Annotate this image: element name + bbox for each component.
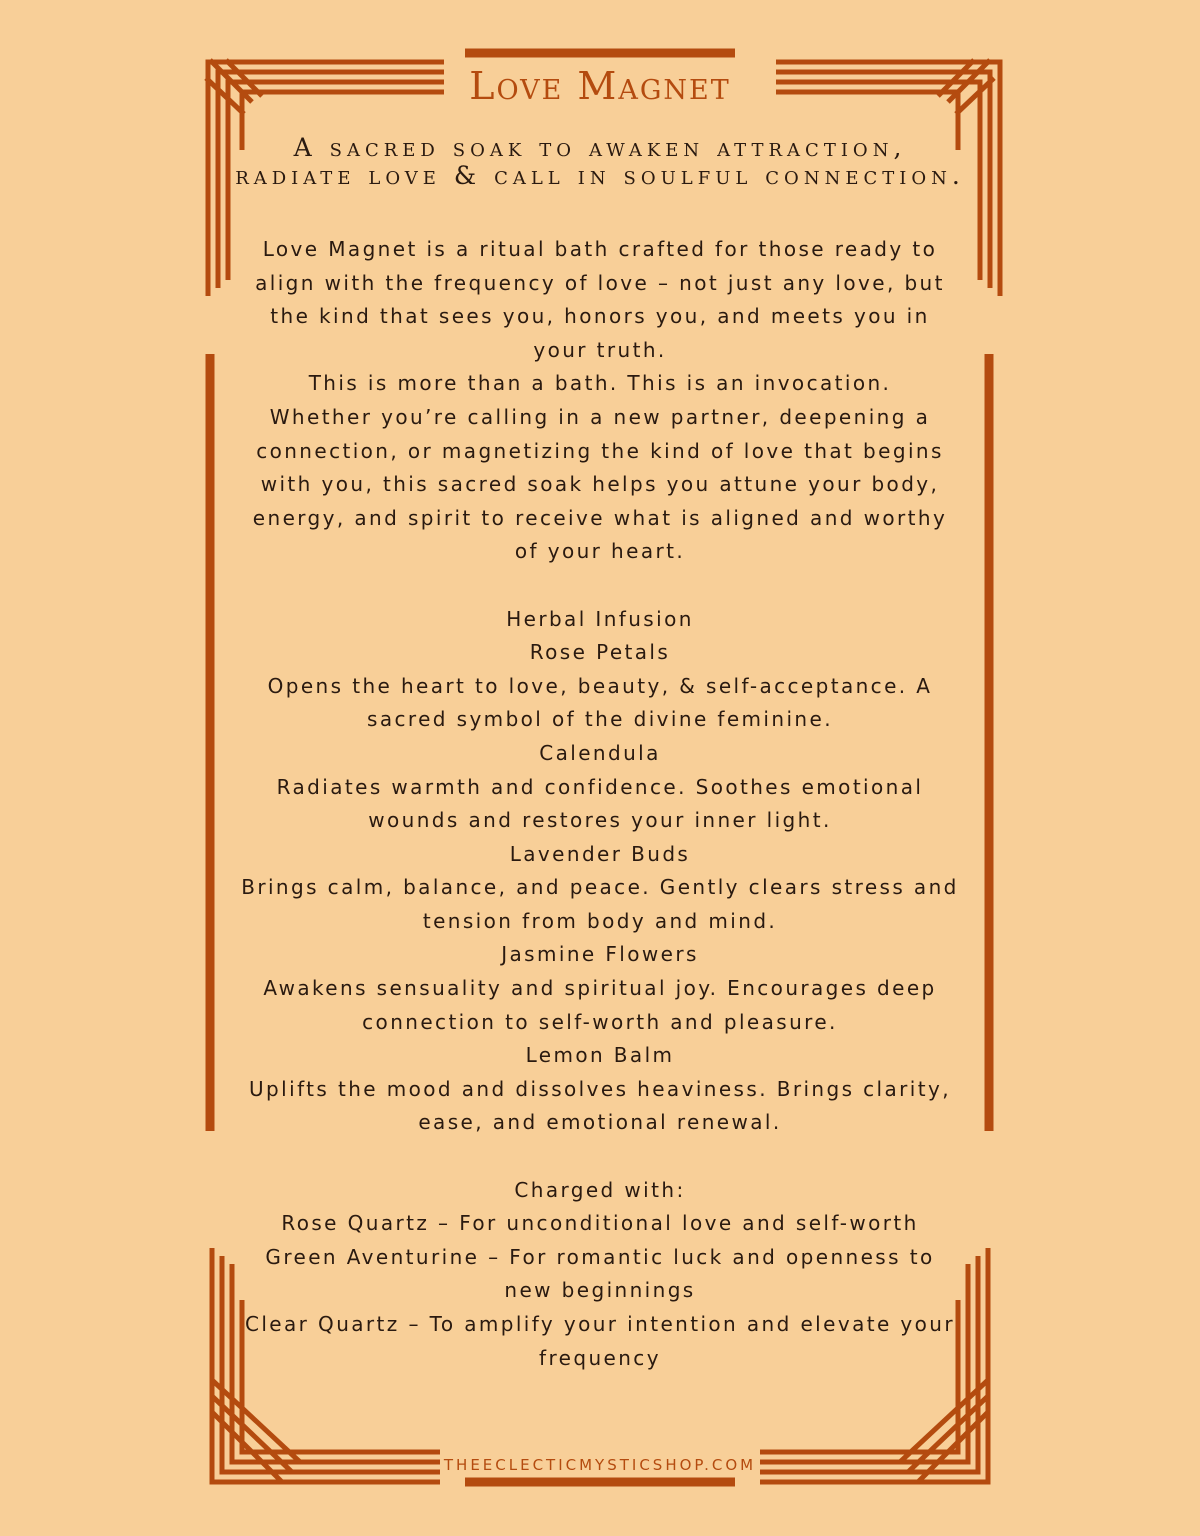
page-subtitle: A sacred soak to awaken attraction, radiate love & call in soulful connection. <box>235 133 965 190</box>
page-title: Love Magnet <box>469 64 731 108</box>
herbs-heading: Herbal Infusion <box>506 606 694 631</box>
body-text <box>240 233 960 1375</box>
section-spacer <box>240 569 960 603</box>
herb-description: Awakens sensuality and spiritual joy. Encourages deep connection to self-worth and pleasure. <box>263 976 937 1034</box>
herb-description: Brings calm, balance, and peace. Gently clears stress and tension from body and mind. <box>241 875 959 933</box>
intro-paragraph-2: This is more than a bath. This is an invocation. <box>308 371 892 396</box>
crystals-heading: Charged with: <box>514 1177 686 1202</box>
crystal-item: Rose Quartz – For unconditional love and self-worth <box>281 1211 919 1236</box>
herb-name: Lavender Buds <box>509 841 691 866</box>
herb-name: Rose Petals <box>529 640 671 665</box>
crystal-item: Clear Quartz – To amplify your intention and elevate your frequency <box>244 1312 956 1370</box>
herb-name: Lemon Balm <box>525 1043 675 1068</box>
footer-website: THEECLECTICMYSTICSHOP.COM <box>443 1456 757 1474</box>
section-spacer <box>240 1140 960 1174</box>
herb-description: Uplifts the mood and dissolves heaviness. Brings clarity, ease, and emotional renewal. <box>249 1076 951 1135</box>
herb-description: Radiates warmth and confidence. Soothes emotional wounds and restores your inner light. <box>276 774 924 833</box>
intro-paragraph-1: Love Magnet is a ritual bath crafted for those ready to align with the frequency of love – not just any love, but the kind that sees you, honors you, and meets you in your truth. <box>255 237 945 362</box>
crystal-item: Green Aventurine – For romantic luck and openness to new beginnings <box>265 1244 935 1303</box>
herb-name: Jasmine Flowers <box>501 942 699 967</box>
herb-name: Calendula <box>539 740 661 765</box>
herb-description: Opens the heart to love, beauty, & self-acceptance. A sacred symbol of the divine feminine. <box>267 673 933 732</box>
intro-paragraph-3: Whether you’re calling in a new partner, deepening a connection, or magnetizing the kind of love that begins with you, this sacred soak helps you attune your body, energy, and spirit to receive what is aligned and worthy of your heart. <box>252 404 948 564</box>
